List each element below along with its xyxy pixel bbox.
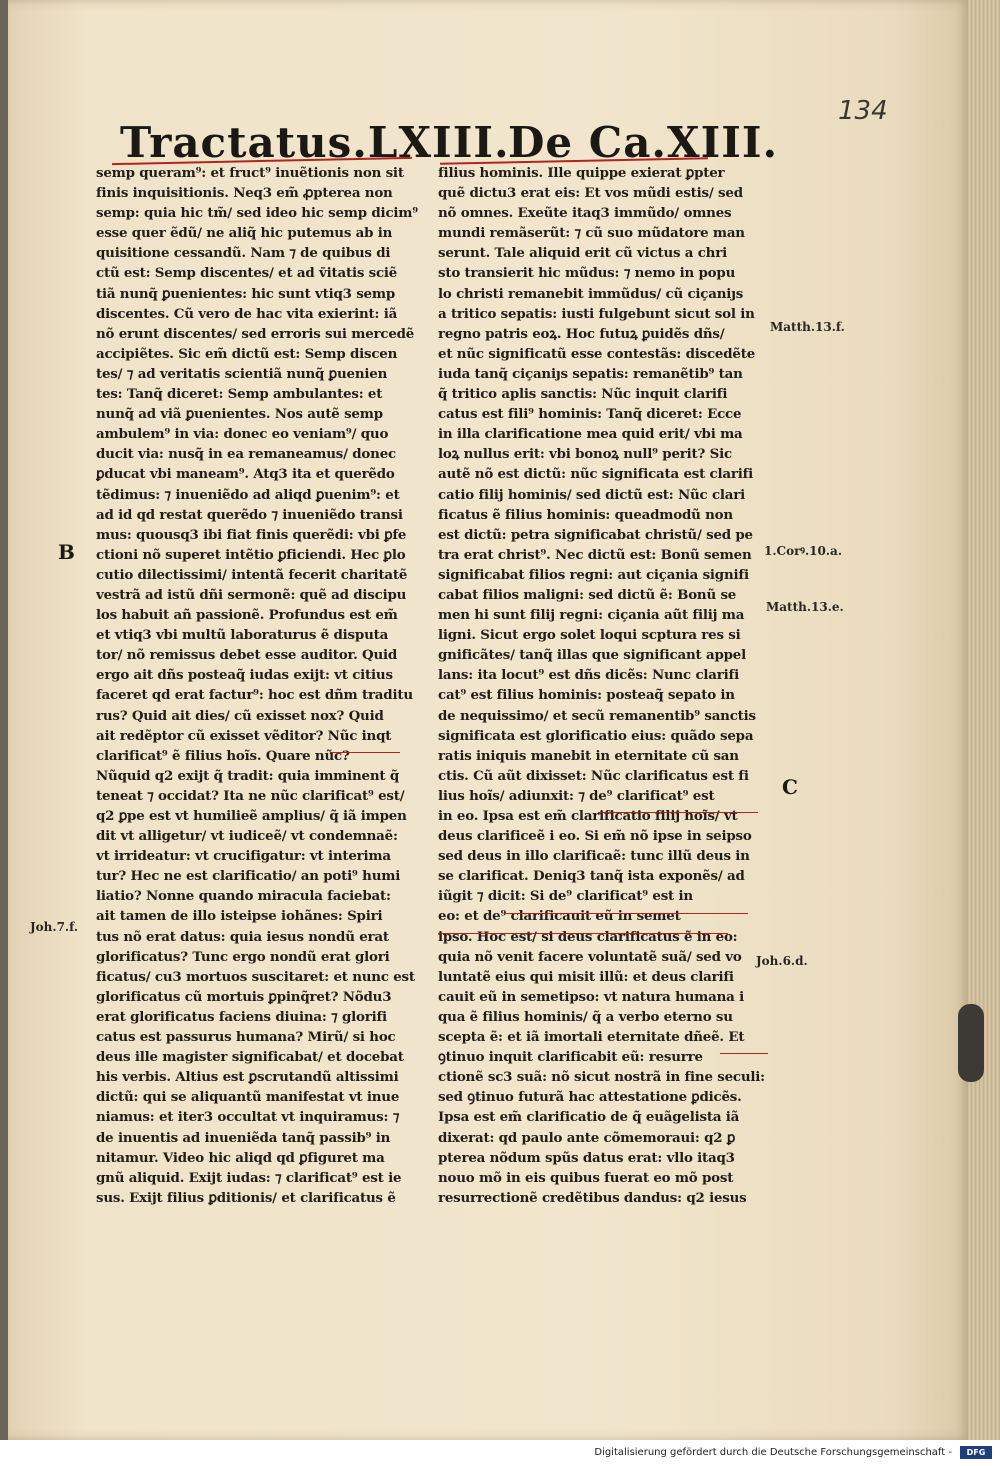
- text-line: tor/ nõ remissus debet esse auditor. Quid: [96, 647, 398, 664]
- section-letter-b: B: [58, 540, 75, 564]
- text-line: catus est fili⁹ hominis: Tanq̃ diceret: Ecce: [438, 406, 742, 423]
- margin-note-matth-13f: Matth.13.f.: [770, 320, 845, 334]
- text-line: cauit eũ in semetipso: vt natura humana i: [438, 988, 744, 1005]
- heading-left: Tractatus.LXIII.: [120, 118, 510, 167]
- text-line: esse quer ẽdũ/ ne aliq̃ hic putemus ab in: [96, 225, 393, 242]
- heading-right: De Ca.XIII.: [508, 118, 779, 167]
- text-line: ctis. Cũ aũt dixisset: Nũc clarificatus est fi: [438, 767, 749, 784]
- section-letter-c: C: [782, 775, 798, 799]
- text-line: cat⁹ est filius hominis: posteaq̃ sepato in: [438, 687, 735, 704]
- rubric-underline: [438, 933, 728, 934]
- text-line: ꝑducat vbi maneam⁹. Atq3 ita et querẽdo: [96, 466, 395, 483]
- text-line: nitamur. Video hic aliqd qd ꝑfiguret ma: [96, 1149, 385, 1166]
- text-line: ergo ait dñs posteaq̃ iudas exijt: vt citius: [96, 667, 393, 684]
- text-line: ꝯtinuo inquit clarificabit eũ: resurre: [438, 1049, 703, 1066]
- text-line: Nũquid q2 exijt q̃ tradit: quia imminent q̃: [96, 767, 400, 784]
- text-line: lius hoĩs/ adiunxit: ⁊ de⁹ clarificat⁹ est: [438, 787, 715, 804]
- text-line: niamus: et iter3 occultat vt inquiramus: ⁊: [96, 1109, 400, 1126]
- text-line: significata est glorificatio eius: quãdo sepa: [438, 727, 754, 744]
- text-line: vestrã ad istũ dñi sermonẽ: quẽ ad discipu: [96, 586, 407, 603]
- text-line: accipiẽtes. Sic em̃ dictũ est: Semp discen: [96, 345, 398, 362]
- text-line: a tritico sepatis: iusti fulgebunt sicut sol in: [438, 305, 755, 322]
- text-line: nouo mõ in eis quibus fuerat eo mõ post: [438, 1169, 734, 1186]
- text-line: semp queram⁹: et fruct⁹ inuẽtionis non sit: [96, 165, 404, 181]
- margin-note-joh-7f: Joh.7.f.: [30, 920, 79, 934]
- text-line: loꝝ nullus erit: vbi bonoꝝ null⁹ perit? Sic: [438, 446, 732, 463]
- text-line: men hi sunt filij regni: ciçania aũt filij ma: [438, 607, 745, 624]
- clip-tab: [958, 1004, 984, 1082]
- text-column-right: [438, 163, 765, 1208]
- text-line: de inuentis ad inueniẽda tanq̃ passib⁹ in: [96, 1129, 391, 1146]
- text-line: ctioni nõ superet intẽtio ꝑficiendi. Hec ꝑlo: [96, 546, 406, 563]
- text-line: et nũc significatũ esse contestãs: discedẽte: [438, 345, 756, 362]
- text-line: qua ẽ filius hominis/ q̃ a verbo eterno su: [438, 1008, 733, 1025]
- text-line: ligni. Sicut ergo solet loqui scptura res si: [438, 627, 741, 644]
- margin-note-cor-10a: 1.Corꝰ.10.a.: [764, 544, 842, 558]
- text-line: lans: ita locut⁹ est dñs dicẽs: Nunc clarifi: [438, 667, 739, 684]
- text-line: ficatus ẽ filius hominis: queadmodũ non: [438, 506, 733, 523]
- text-line: mus: quousq3 ibi fiat finis querẽdi: vbi ꝑfe: [96, 526, 407, 543]
- text-line: quisitione cessandũ. Nam ⁊ de quibus di: [96, 245, 391, 262]
- text-line: eo: et de⁹ clarificauit eũ in semet: [438, 908, 681, 925]
- rubric-underline: [720, 1053, 768, 1054]
- text-line: ctũ est: Semp discentes/ et ad v̄itatis sciẽ: [96, 265, 398, 282]
- text-line: sto transierit hic mũdus: ⁊ nemo in popu: [438, 265, 736, 282]
- text-column-left: [96, 163, 421, 1208]
- text-line: deus ille magister significabat/ et docebat: [96, 1049, 404, 1066]
- text-line: gnificãtes/ tanq̃ illas que significant appel: [438, 647, 746, 664]
- text-line: lo christi remanebit immũdus/ cũ ciçaniȷs: [438, 285, 744, 302]
- text-line: ducit via: nusq̃ in ea remaneamus/ donec: [96, 446, 396, 463]
- text-line: filius hominis. Ille quippe exierat ꝑpter: [438, 165, 725, 181]
- text-line: semp: quia hic tm̃/ sed ideo hic semp dicim⁹: [96, 205, 418, 222]
- text-line: finis inquisitionis. Neq3 em̃ ꝓpterea non: [96, 185, 393, 202]
- rubric-underline: [506, 913, 748, 914]
- dfg-logo: DFG: [960, 1446, 992, 1459]
- text-line: liatio? Nonne quando miracula faciebat:: [96, 888, 391, 905]
- text-line: se clarificat. Deniq3 tanq̃ ista exponẽs/ ad: [438, 868, 745, 885]
- text-line: nõ omnes. Exeũte itaq3 immũdo/ omnes: [438, 205, 732, 222]
- text-line: los habuit añ passionẽ. Profundus est em̃: [96, 607, 398, 624]
- text-line: et vtiq3 vbi multũ laboraturus ẽ disputa: [96, 627, 389, 644]
- text-line: quẽ dictu3 erat eis: Et vos mũdi estis/ sed: [438, 185, 743, 202]
- text-line: ambulem⁹ in via: donec eo veniam⁹/ quo: [96, 426, 389, 443]
- text-line: ctionẽ sc3 suã: nõ sicut nostrã in fine seculi:: [438, 1069, 765, 1086]
- text-line: teneat ⁊ occidat? Ita ne nũc clarificat⁹ est/: [96, 787, 405, 804]
- text-line: gnũ aliquid. Exijt iudas: ⁊ clarificat⁹ est ie: [96, 1169, 402, 1186]
- text-line: dixerat: qd paulo ante cõmemoraui: q2 ꝑ: [438, 1129, 736, 1146]
- text-line: cutio dilectissimi/ intentã fecerit charitatẽ: [96, 566, 408, 583]
- text-line: faceret qd erat factur⁹: hoc est dñm traditu: [96, 687, 413, 704]
- text-line: tra erat christ⁹. Nec dictũ est: Bonũ semen: [438, 546, 752, 563]
- text-line: de nequissimo/ et secũ remanentib⁹ sanctis: [438, 707, 756, 724]
- text-line: ipso. Hoc est/ si deus clarificatus ẽ in eo:: [438, 928, 738, 945]
- text-line: tes: Tanq̃ diceret: Semp ambulantes: et: [96, 386, 383, 403]
- text-line: ait tamen de illo isteipse iohãnes: Spiri: [96, 908, 383, 925]
- text-line: serunt. Tale aliquid erit cũ victus a chri: [438, 245, 727, 262]
- text-line: vt irrideatur: vt crucifigatur: vt interima: [96, 848, 391, 865]
- text-line: tes/ ⁊ ad veritatis scientiã nunq̃ ꝑuenien: [96, 365, 388, 382]
- text-line: tus nõ erat datus: quia iesus nondũ erat: [96, 928, 389, 945]
- margin-note-joh-6d: Joh.6.d.: [756, 954, 808, 968]
- text-line: regno patris eoꝝ. Hoc futuꝝ ꝑuidẽs dñs/: [438, 325, 725, 342]
- text-line: in illa clarificatione mea quid erit/ vbi ma: [438, 426, 743, 443]
- text-line: mundi remãserũt: ⁊ cũ suo mũdatore man: [438, 225, 745, 242]
- text-line: ad id qd restat querẽdo ⁊ inueniẽdo transi: [96, 506, 403, 523]
- text-line: scepta ẽ: et iã imortali eternitate dñeẽ. Et: [438, 1029, 745, 1046]
- text-line: ratis iniquis manebit in eternitate cũ san: [438, 747, 739, 764]
- rubric-underline: [598, 812, 758, 813]
- text-line: iũgit ⁊ dicit: Si de⁹ clarificat⁹ est in: [438, 888, 693, 905]
- margin-note-matth-13e: Matth.13.e.: [766, 600, 844, 614]
- text-line: in eo. Ipsa est em̃ clarificatio filij hoĩs/ vt: [438, 808, 738, 824]
- text-line: his verbis. Altius est ꝑscrutandũ altissimi: [96, 1069, 399, 1086]
- text-line: quia nõ venit facere voluntatẽ suã/ sed vo: [438, 948, 742, 965]
- text-line: catus est passurus humana? Mirũ/ si hoc: [96, 1029, 396, 1046]
- text-line: dictũ: qui se aliquantũ manifestat vt inue: [96, 1089, 400, 1106]
- footer-bar: [0, 1440, 1000, 1466]
- rubric-underline: [330, 752, 400, 753]
- text-line: glorificatus? Tunc ergo nondũ erat glori: [96, 948, 390, 965]
- text-line: discentes. Cũ vero de hac vita exierint: iã: [96, 305, 398, 322]
- text-line: ficatus/ cu3 mortuos suscitaret: et nunc est: [96, 968, 415, 985]
- text-line: autẽ nõ est dictũ: nũc significata est clarifi: [438, 466, 754, 483]
- text-line: tur? Hec ne est clarificatio/ an poti⁹ humi: [96, 868, 401, 885]
- text-line: tẽdimus: ⁊ inueniẽdo ad aliqd ꝑuenim⁹: et: [96, 486, 400, 503]
- footer-credit: Digitalisierung gefördert durch die Deutsche Forschungsgemeinschaft -: [594, 1447, 952, 1458]
- text-line: dit vt alligetur/ vt iudiceẽ/ vt condemnaẽ:: [96, 828, 398, 845]
- text-line: resurrectionẽ credẽtibus dandus: q2 iesus: [438, 1189, 747, 1206]
- text-line: cabat filios maligni: sed dictũ ẽ: Bonũ se: [438, 586, 737, 603]
- text-line: catio filij hominis/ sed dictũ est: Nũc clari: [438, 486, 746, 503]
- text-line: glorificatus cũ mortuis ꝑpinq̃ret? Nõdu3: [96, 988, 392, 1005]
- text-line: Ipsa est em̃ clarificatio de q̃ euãgelista iã: [438, 1109, 740, 1126]
- text-line: nunq̃ ad viã ꝑuenientes. Nos autẽ semp: [96, 406, 383, 423]
- text-line: pterea nõdum spũs datus erat: vllo itaq3: [438, 1149, 735, 1166]
- text-line: deus clarificeẽ i eo. Si em̃ nõ ipse in seipso: [438, 828, 752, 845]
- text-line: ait redẽptor cũ exisset vẽditor? Nũc inqt: [96, 727, 392, 744]
- text-line: sus. Exijt filius ꝑditionis/ et clarificatus ẽ: [96, 1189, 396, 1206]
- text-line: clarificat⁹ ẽ filius hoĩs. Quare nũc?: [96, 747, 350, 764]
- text-line: sed deus in illo clarificaẽ: tunc illũ deus in: [438, 848, 750, 865]
- text-line: q2 ꝑpe est vt humilieẽ amplius/ q̃ iã impen: [96, 808, 407, 824]
- text-line: nõ erunt discentes/ sed erroris sui mercedẽ: [96, 325, 415, 342]
- page-edge-stack: [968, 0, 1000, 1440]
- text-line: erat glorificatus faciens diuina: ⁊ glorifi: [96, 1008, 387, 1025]
- text-line: sed ꝯtinuo futurã hac attestatione ꝑdicẽs.: [438, 1089, 742, 1106]
- text-line: iuda tanq̃ ciçaniȷs sepatis: remanẽtib⁹ tan: [438, 365, 743, 382]
- text-line: rus? Quid ait dies/ cũ exisset nox? Quid: [96, 707, 384, 724]
- text-line: est dictũ: petra significabat christũ/ sed pe: [438, 526, 753, 543]
- text-line: tiã nunq̃ ꝑuenientes: hic sunt vtiq3 semp: [96, 285, 396, 302]
- text-line: luntatẽ eius qui misit illũ: et deus clarifi: [438, 968, 734, 985]
- text-line: q̃ tritico aplis sanctis: Nũc inquit clarifi: [438, 386, 728, 403]
- folio-number: 134: [838, 96, 888, 126]
- text-line: significabat filios regni: aut ciçania signifi: [438, 566, 749, 583]
